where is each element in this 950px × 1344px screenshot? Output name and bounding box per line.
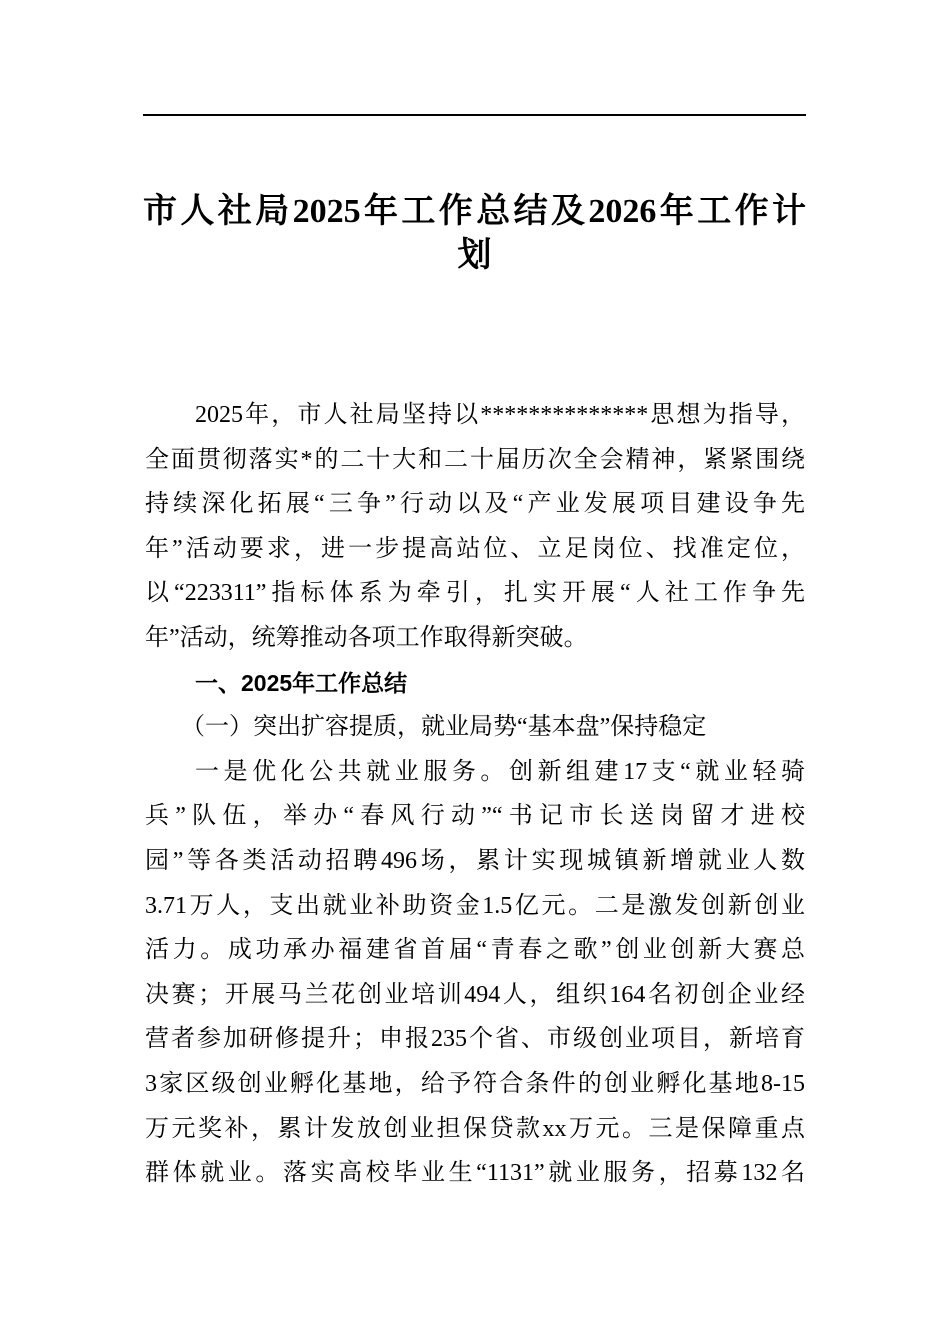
para-line: 群体就业。落实高校毕业生“1131”就业服务，招募132名 — [145, 1160, 805, 1187]
intro-line: 2025年，市人社局坚持以**************思想为指导， — [195, 402, 805, 428]
para-line: 3.71万人，支出就业补助资金1.5亿元。二是激发创新创业 — [145, 892, 805, 919]
para-line: 营者参加研修提升；申报235个省、市级创业项目，新培育 — [145, 1026, 805, 1053]
title-line-2: 划 — [457, 237, 492, 274]
document-body — [145, 393, 805, 1196]
header-rule — [143, 114, 806, 116]
title-line-1: 市人社局2025年工作总结及2026年工作计 — [143, 193, 806, 230]
section-heading: 一、2025年工作总结 — [195, 669, 408, 696]
para-line: 兵”队伍，举办“春风行动”“书记市长送岗留才进校 — [145, 803, 805, 830]
intro-line: 全面贯彻落实*的二十大和二十届历次全会精神，紧紧围绕 — [145, 446, 805, 473]
para-line: 一是优化公共就业服务。创新组建17支“就业轻骑 — [195, 758, 805, 785]
subsection-heading: （一）突出扩容提质，就业局势“基本盘”保持稳定 — [181, 714, 707, 741]
intro-line: 持续深化拓展“三争”行动以及“产业发展项目建设争先 — [145, 491, 805, 518]
para-line: 活力。成功承办福建省首届“青春之歌”创业创新大赛总 — [145, 937, 805, 964]
para-line: 园”等各类活动招聘496场，累计实现城镇新增就业人数 — [145, 847, 805, 874]
para-line: 万元奖补，累计发放创业担保贷款xx万元。三是保障重点 — [145, 1115, 805, 1142]
para-line: 3家区级创业孵化基地，给予符合条件的创业孵化基地8-15 — [145, 1070, 805, 1097]
intro-line: 以“223311”指标体系为牵引，扎实开展“人社工作争先 — [145, 580, 805, 607]
para-line: 决赛；开展马兰花创业培训494人，组织164名初创企业经 — [145, 981, 805, 1008]
intro-line: 年”活动，统筹推动各项工作取得新突破。 — [145, 624, 588, 651]
document-title — [143, 190, 806, 278]
intro-line: 年”活动要求，进一步提高站位、立足岗位、找准定位， — [145, 535, 805, 562]
